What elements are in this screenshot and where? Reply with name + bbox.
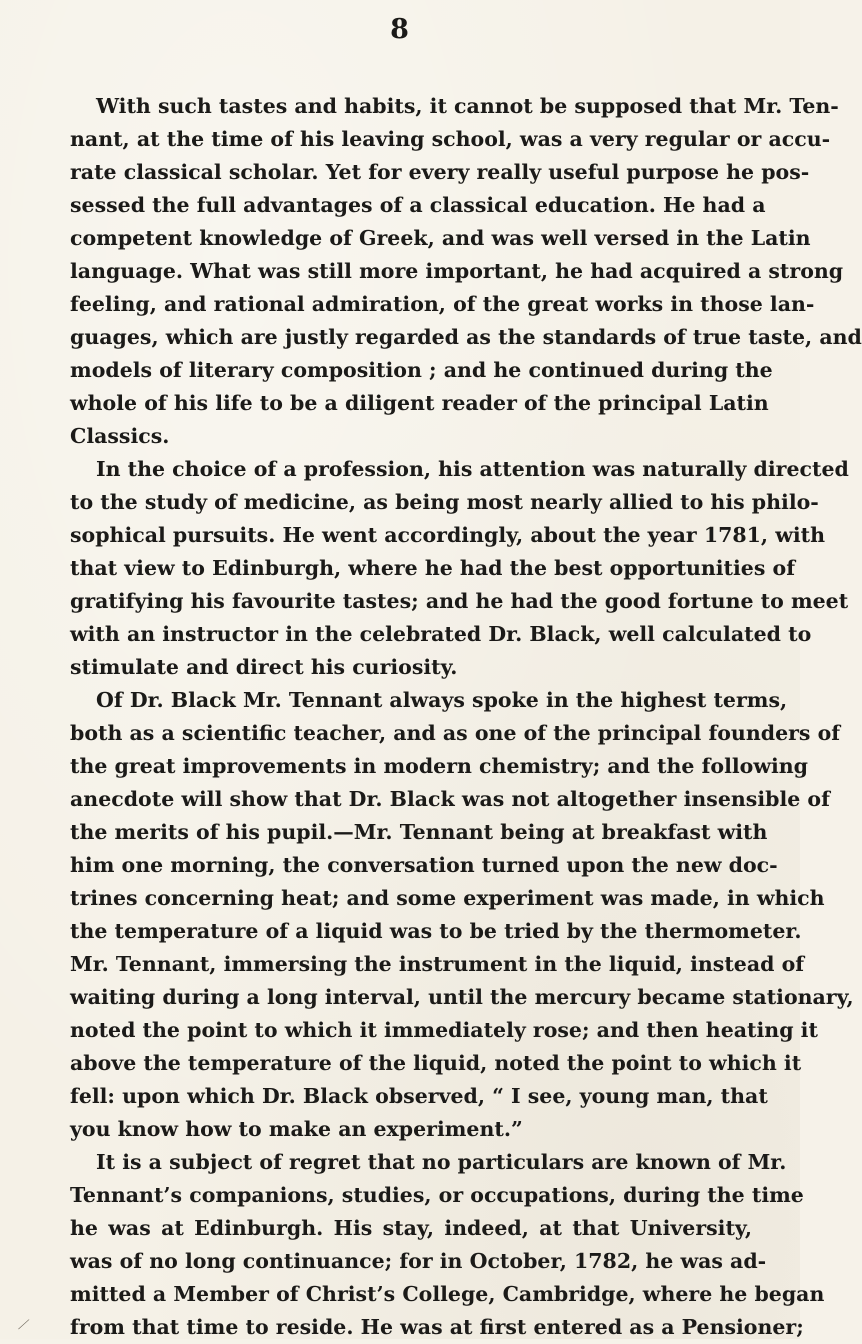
text-line: feeling, and rational admiration, of the great works in those lan-	[70, 292, 815, 316]
text-line: stimulate and direct his curiosity.	[70, 655, 458, 679]
margin-mark-glyph: ⟋	[18, 1318, 28, 1333]
page-number: 8	[390, 14, 410, 45]
text-line: In the choice of a profession, his attention was naturally directed	[96, 457, 849, 481]
text-line: rate classical scholar. Yet for every really useful purpose he pos-	[70, 160, 810, 184]
text-line: with an instructor in the celebrated Dr. Black, well calculated to	[70, 622, 812, 646]
text-line: gratifying his favourite tastes; and he had the good fortune to meet	[70, 589, 849, 613]
text-line: whole of his life to be a diligent reader of the principal Latin	[70, 391, 769, 415]
text-line: the temperature of a liquid was to be tried by the thermometer.	[70, 919, 802, 943]
text-line: he was at Edinburgh. His stay, indeed, at that University,	[70, 1216, 752, 1240]
text-line: from that time to reside. He was at first entered as a Pensioner;	[70, 1315, 804, 1339]
text-line: With such tastes and habits, it cannot be supposed that Mr. Ten-	[96, 94, 839, 118]
text-line: waiting during a long interval, until the mercury became stationary,	[70, 985, 854, 1009]
text-line: sophical pursuits. He went accordingly, about the year 1781, with	[70, 523, 825, 547]
text-line: Classics.	[70, 424, 170, 448]
body-text	[70, 90, 862, 1344]
text-line: guages, which are justly regarded as the standards of true taste, and	[70, 325, 862, 349]
text-line: fell: upon which Dr. Black observed, “ I see, young man, that	[70, 1084, 768, 1108]
text-line: Of Dr. Black Mr. Tennant always spoke in the highest terms,	[96, 688, 788, 712]
text-line: Mr. Tennant, immersing the instrument in the liquid, instead of	[70, 952, 805, 976]
text-line: the great improvements in modern chemistry; and the following	[70, 754, 809, 778]
text-line: competent knowledge of Greek, and was well versed in the Latin	[70, 226, 811, 250]
text-line: language. What was still more important, he had acquired a strong	[70, 259, 844, 283]
text-line: above the temperature of the liquid, noted the point to which it	[70, 1051, 802, 1075]
text-line: nant, at the time of his leaving school, was a very regular or accu-	[70, 127, 831, 151]
text-line: Tennant’s companions, studies, or occupations, during the time	[70, 1183, 804, 1207]
text-line: anecdote will show that Dr. Black was not altogether insensible of	[70, 787, 830, 811]
text-line: you know how to make an experiment.”	[70, 1117, 523, 1141]
text-line: It is a subject of regret that no particulars are known of Mr.	[96, 1150, 787, 1174]
text-line: both as a scientific teacher, and as one of the principal founders of	[70, 721, 841, 745]
text-line: sessed the full advantages of a classical education. He had a	[70, 193, 766, 217]
text-line: noted the point to which it immediately rose; and then heating it	[70, 1018, 818, 1042]
text-line: the merits of his pupil.—Mr. Tennant being at breakfast with	[70, 820, 768, 844]
text-line: was of no long continuance; for in October, 1782, he was ad-	[70, 1249, 767, 1273]
text-line: him one morning, the conversation turned upon the new doc-	[70, 853, 778, 877]
text-line: mitted a Member of Christ’s College, Cambridge, where he began	[70, 1282, 825, 1306]
text-line: to the study of medicine, as being most nearly allied to his philo-	[70, 490, 819, 514]
text-line: trines concerning heat; and some experiment was made, in which	[70, 886, 825, 910]
text-line: models of literary composition ; and he continued during the	[70, 358, 773, 382]
text-line: that view to Edinburgh, where he had the best opportunities of	[70, 556, 796, 580]
